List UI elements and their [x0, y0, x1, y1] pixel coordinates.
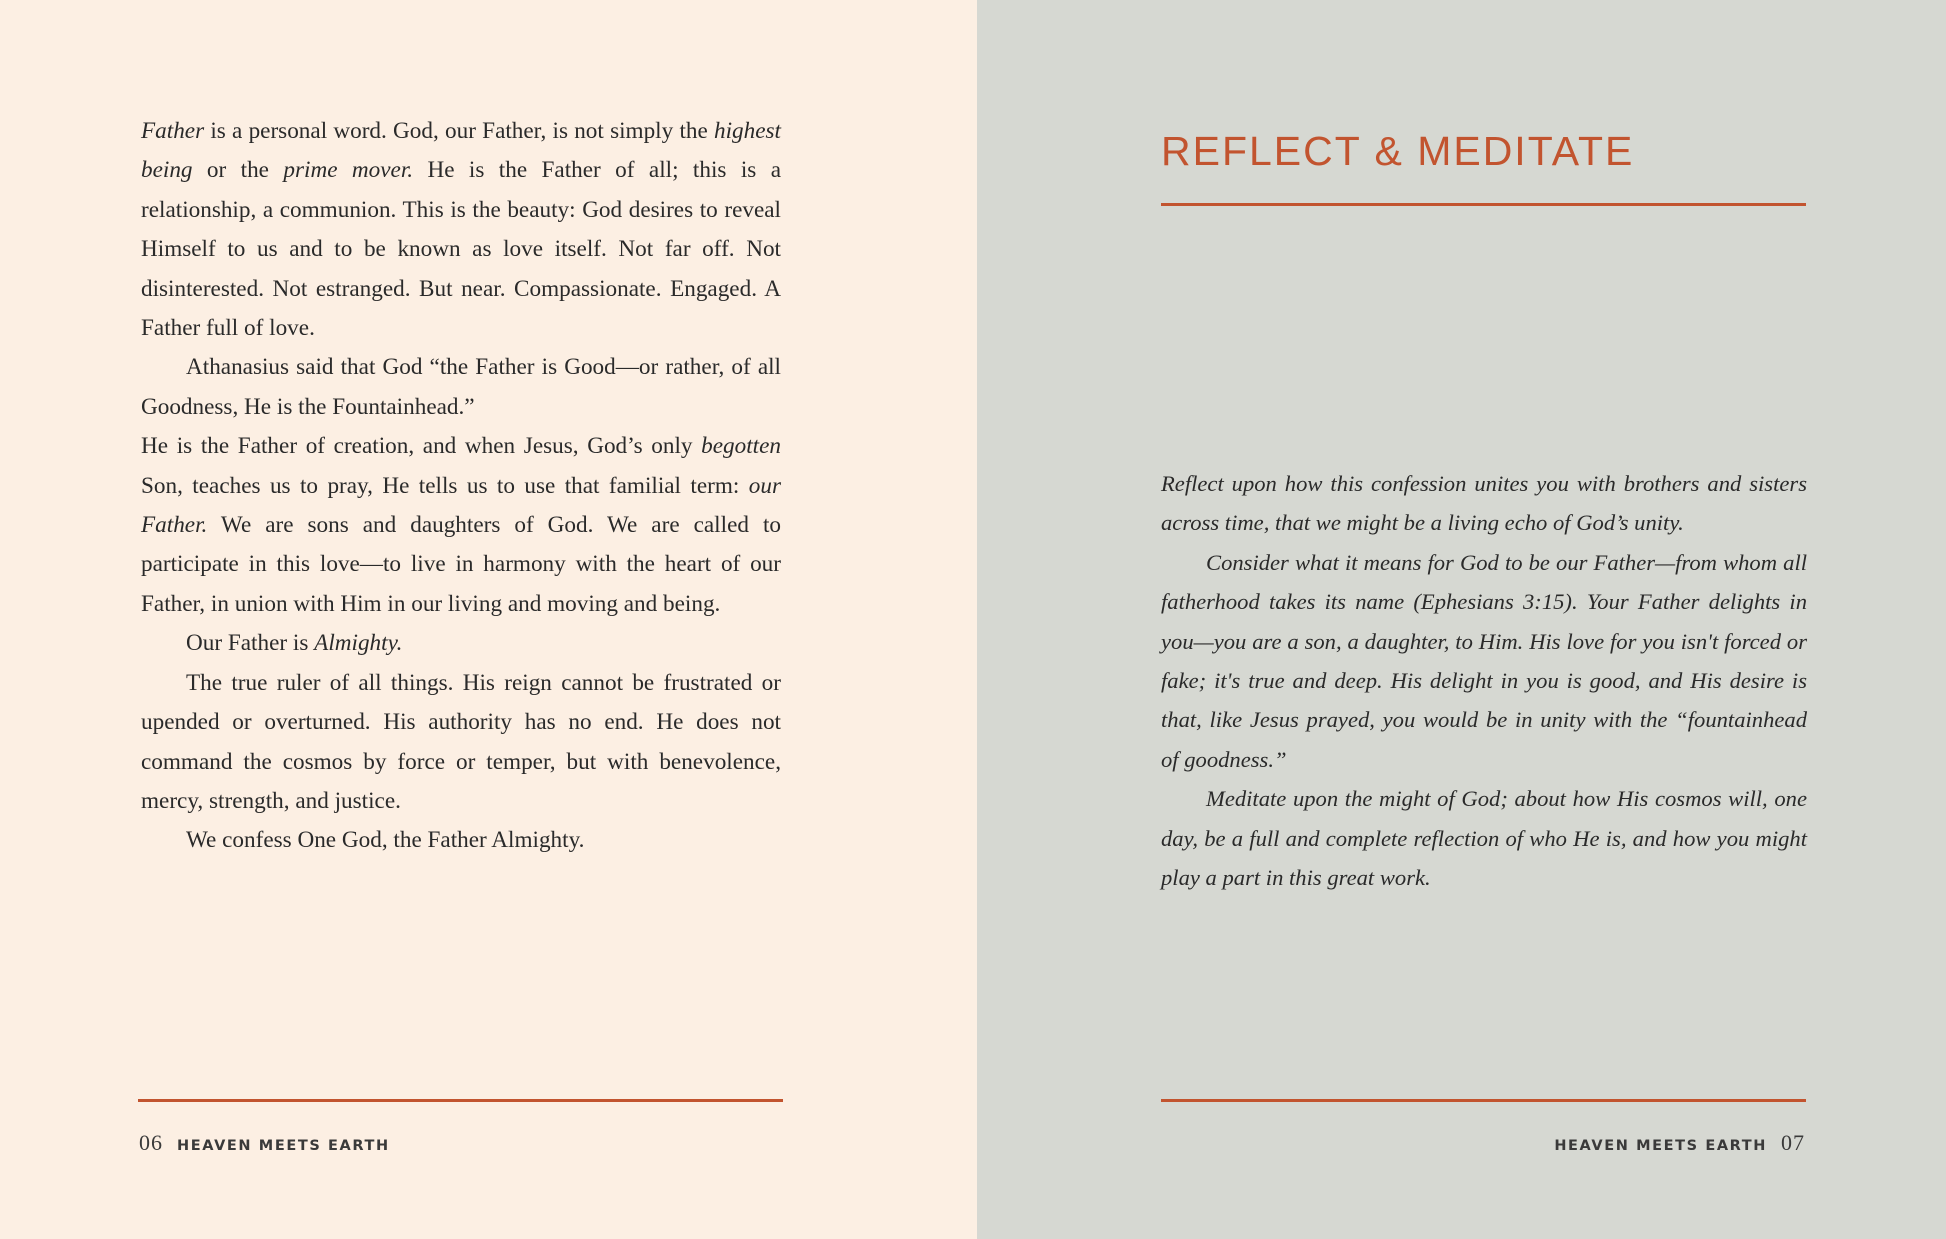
text-span: Almighty. [314, 630, 403, 657]
page-number: 07 [1781, 1130, 1805, 1155]
left-page-body [141, 112, 781, 861]
footer-rule [1161, 1099, 1806, 1102]
page-number: 06 [139, 1130, 163, 1155]
right-page [977, 0, 1946, 1239]
right-page-footer [1554, 1130, 1805, 1156]
section-heading: REFLECT & MEDITATE [1161, 128, 1635, 174]
paragraph-true-ruler [141, 664, 781, 822]
left-page-footer [139, 1130, 390, 1156]
text-span: highest being [141, 118, 781, 184]
text-span: Our Father is [186, 630, 315, 657]
text-span: Athanasius said that God “the Father is Good—or rather, of all Goodness, He is the Fountainhead.” [141, 354, 781, 420]
text-span: is a personal word. God, our Father, is not simply the [204, 118, 715, 144]
text-span: The true ruler of all things. His reign cannot be frustrated or upended or overturned. His authority has no end. He does not command the cosmos by force or temper, but with benevolence, mercy, strength, and justice. [141, 669, 781, 814]
text-span: Father [141, 118, 205, 144]
right-page-body [1161, 464, 1807, 897]
paragraph-our-father-almighty [141, 624, 781, 663]
paragraph-consider: Consider what it means for God to be our Father—from whom all fatherhood takes its name (Ephesians 3:15). Your Father delights in you—you are a son, a daughter, to Him. His love for you isn't forced or fake; it's true and deep. His delight in you is good, and His desire is that, like Jesus prayed, you would be in unity with the “fountainhead of goodness.” [1161, 549, 1807, 772]
text-span: He is the Father of creation, and when Jesus, God’s only [141, 433, 702, 460]
paragraph-meditate: Meditate upon the might of God; about how His cosmos will, one day, be a full and complete reflection of who He is, and how you might play a part in this great work. [1161, 786, 1807, 891]
text-span: He is the Father of all; this is a relationship, a communion. This is the beauty: God desires to reveal Himself to us and to be known as love itself. Not far off. Not disinterested. Not estranged. But near. Compassionate. Engaged. A Father full of love. [141, 157, 781, 342]
running-head: HEAVEN MEETS EARTH [177, 1138, 390, 1154]
heading-rule [1161, 203, 1806, 206]
paragraph-father-personal-word [141, 112, 781, 348]
running-head: HEAVEN MEETS EARTH [1554, 1138, 1767, 1154]
text-span: prime mover. [283, 157, 414, 184]
text-span: or the [192, 157, 284, 184]
text-span: our Father. [141, 472, 781, 539]
paragraph-reflect: Reflect upon how this confession unites you with brothers and sisters across time, that we might be a living echo of God’s unity. [1161, 471, 1807, 536]
text-span: We are sons and daughters of God. We are called to participate in this love—to live in harmony with the heart of our Father, in union with Him in our living and moving and being. [141, 512, 781, 617]
paragraph-athanasius [141, 348, 781, 427]
text-span: We confess One God, the Father Almighty. [186, 827, 585, 854]
footer-rule [138, 1099, 783, 1102]
paragraph-we-confess [141, 821, 781, 860]
text-span: begotten [701, 433, 781, 460]
text-span: Son, teaches us to pray, He tells us to use that familial term: [141, 472, 749, 499]
paragraph-father-of-creation [141, 427, 781, 624]
